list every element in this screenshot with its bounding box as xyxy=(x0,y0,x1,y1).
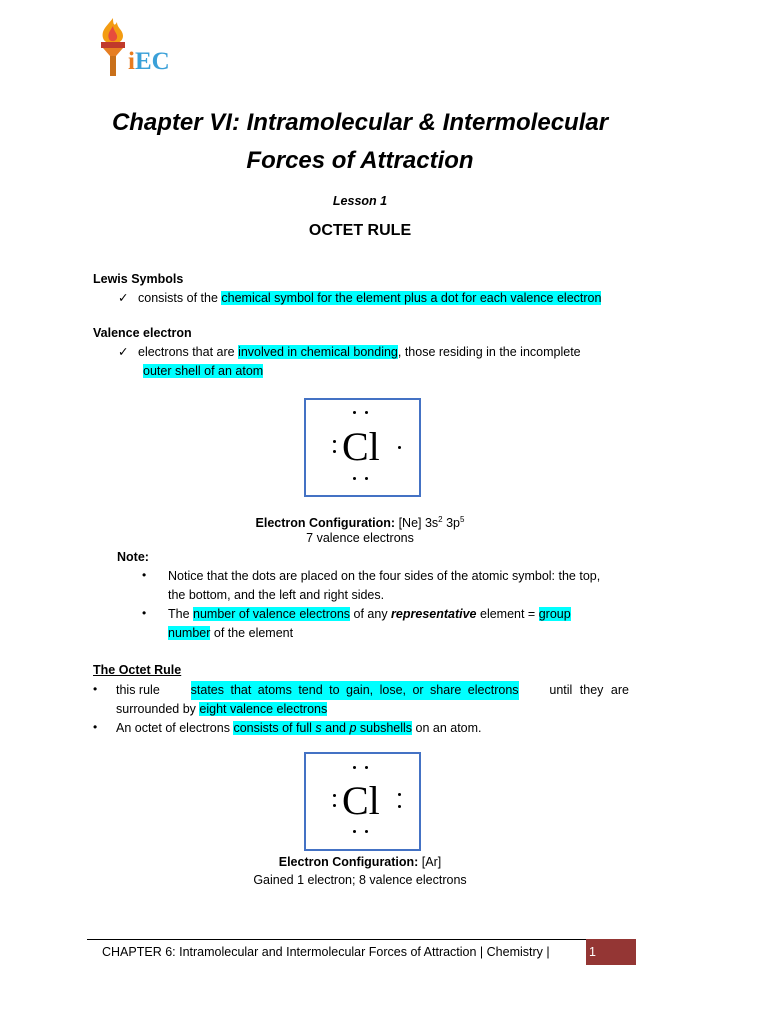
check-icon: ✓ xyxy=(118,345,129,359)
lesson-label: Lesson 1 xyxy=(332,194,388,208)
logo-ec: EC xyxy=(134,48,170,75)
note-text: of any xyxy=(350,607,392,621)
electron-dot xyxy=(398,805,401,808)
note-text: The xyxy=(168,607,194,621)
footer-text: CHAPTER 6: Intramolecular and Intermolecular Forces of Attraction | Chemistry | xyxy=(102,945,550,959)
config-value: [Ne] 3s xyxy=(395,516,439,531)
config-label: Electron Configuration: xyxy=(278,855,419,869)
octet-text: on an atom. xyxy=(412,721,482,735)
chlorine-symbol: Cl xyxy=(342,778,380,823)
chlorine-symbol: Cl xyxy=(342,424,380,469)
electron-dot xyxy=(365,830,368,833)
octet-text: An octet of electrons xyxy=(116,721,234,735)
chapter-title-line1: Chapter VI: Intramolecular & Intermolecular xyxy=(111,109,609,136)
valence-highlight-2: outer shell of an atom xyxy=(143,364,264,378)
lewis-heading: Lewis Symbols xyxy=(93,272,184,286)
lewis-text-pre: consists of the xyxy=(138,291,222,305)
octet-item-2 xyxy=(116,719,482,738)
note-item-1-line1: Notice that the dots are placed on the four sides of the atomic symbol: the top, xyxy=(168,569,601,583)
octet-text-post: until they are xyxy=(549,683,629,697)
octet-and: and xyxy=(321,721,350,735)
valence-item-line2 xyxy=(143,362,263,381)
bullet-icon: • xyxy=(142,606,147,620)
config-label: Electron Configuration: xyxy=(255,516,396,531)
octet-hl-text-2: subshells xyxy=(356,721,413,735)
superscript: 2 xyxy=(438,515,443,524)
bullet-icon: • xyxy=(93,720,98,734)
octet-highlight-3 xyxy=(233,721,412,735)
lewis-structure-figure-2 xyxy=(304,752,421,851)
electron-dot xyxy=(333,804,336,807)
valence-text-mid: , those residing in the incomplete xyxy=(397,345,581,359)
note-item-2-line2 xyxy=(168,624,293,643)
figure1-caption: 7 valence electrons xyxy=(306,531,414,545)
octet-heading: The Octet Rule xyxy=(93,663,182,677)
electron-dot xyxy=(365,766,368,769)
note-emphasis: representative xyxy=(391,607,477,621)
figure2-config xyxy=(160,853,560,872)
note-text: element = xyxy=(476,607,539,621)
torch-icon xyxy=(93,16,133,78)
octet-item-1-line2 xyxy=(116,700,327,719)
page-number-box xyxy=(586,939,636,965)
octet-s: s xyxy=(315,721,322,735)
bullet-icon: • xyxy=(142,568,147,582)
page-number: 1 xyxy=(589,945,596,959)
figure2-caption: Gained 1 electron; 8 valence electrons xyxy=(253,873,467,887)
electron-dot xyxy=(333,440,336,443)
note-highlight-1: number of valence electrons xyxy=(193,607,351,621)
valence-text-pre: electrons that are xyxy=(138,345,239,359)
electron-dot xyxy=(333,450,336,453)
chapter-title-line2: Forces of Attraction xyxy=(246,147,474,174)
octet-p: p xyxy=(349,721,357,735)
footer-rule xyxy=(87,939,586,940)
octet-text-pre: this rule xyxy=(116,683,160,697)
octet-item-1-line1 xyxy=(116,681,629,700)
section-heading: OCTET RULE xyxy=(308,222,412,239)
octet-text: surrounded by xyxy=(116,702,200,716)
logo xyxy=(93,16,203,78)
note-item-1-line2: the bottom, and the left and right sides. xyxy=(168,588,385,602)
note-highlight-2a: group xyxy=(538,607,571,621)
octet-highlight-2: eight valence electrons xyxy=(199,702,328,716)
note-item-2-line1 xyxy=(168,605,571,624)
config-value-2: 3p xyxy=(442,516,461,531)
valence-highlight-1: involved in chemical bonding xyxy=(238,345,398,359)
logo-i: i xyxy=(128,48,135,75)
note-text: of the element xyxy=(210,626,294,640)
electron-dot xyxy=(353,830,356,833)
bullet-icon: • xyxy=(93,682,98,696)
electron-dot xyxy=(365,477,368,480)
lewis-highlight: chemical symbol for the element plus a dot for each valence electron xyxy=(221,291,602,305)
octet-hl-text: consists of full xyxy=(233,721,316,735)
electron-dot xyxy=(333,794,336,797)
lewis-structure-figure-1 xyxy=(304,398,421,497)
note-highlight-2b: number xyxy=(168,626,211,640)
lewis-item xyxy=(118,289,601,308)
check-icon: ✓ xyxy=(118,291,129,305)
valence-item-line1 xyxy=(118,343,581,362)
electron-dot xyxy=(353,411,356,414)
config-value: [Ar] xyxy=(418,855,442,869)
octet-highlight-1: states that atoms tend to gain, lose, or share electrons xyxy=(191,681,519,700)
electron-dot xyxy=(353,766,356,769)
logo-text xyxy=(128,48,170,76)
valence-heading: Valence electron xyxy=(93,326,192,340)
electron-dot xyxy=(398,446,401,449)
electron-dot xyxy=(365,411,368,414)
electron-dot xyxy=(398,793,401,796)
note-heading: Note: xyxy=(117,550,149,564)
electron-dot xyxy=(353,477,356,480)
superscript: 5 xyxy=(460,515,465,524)
